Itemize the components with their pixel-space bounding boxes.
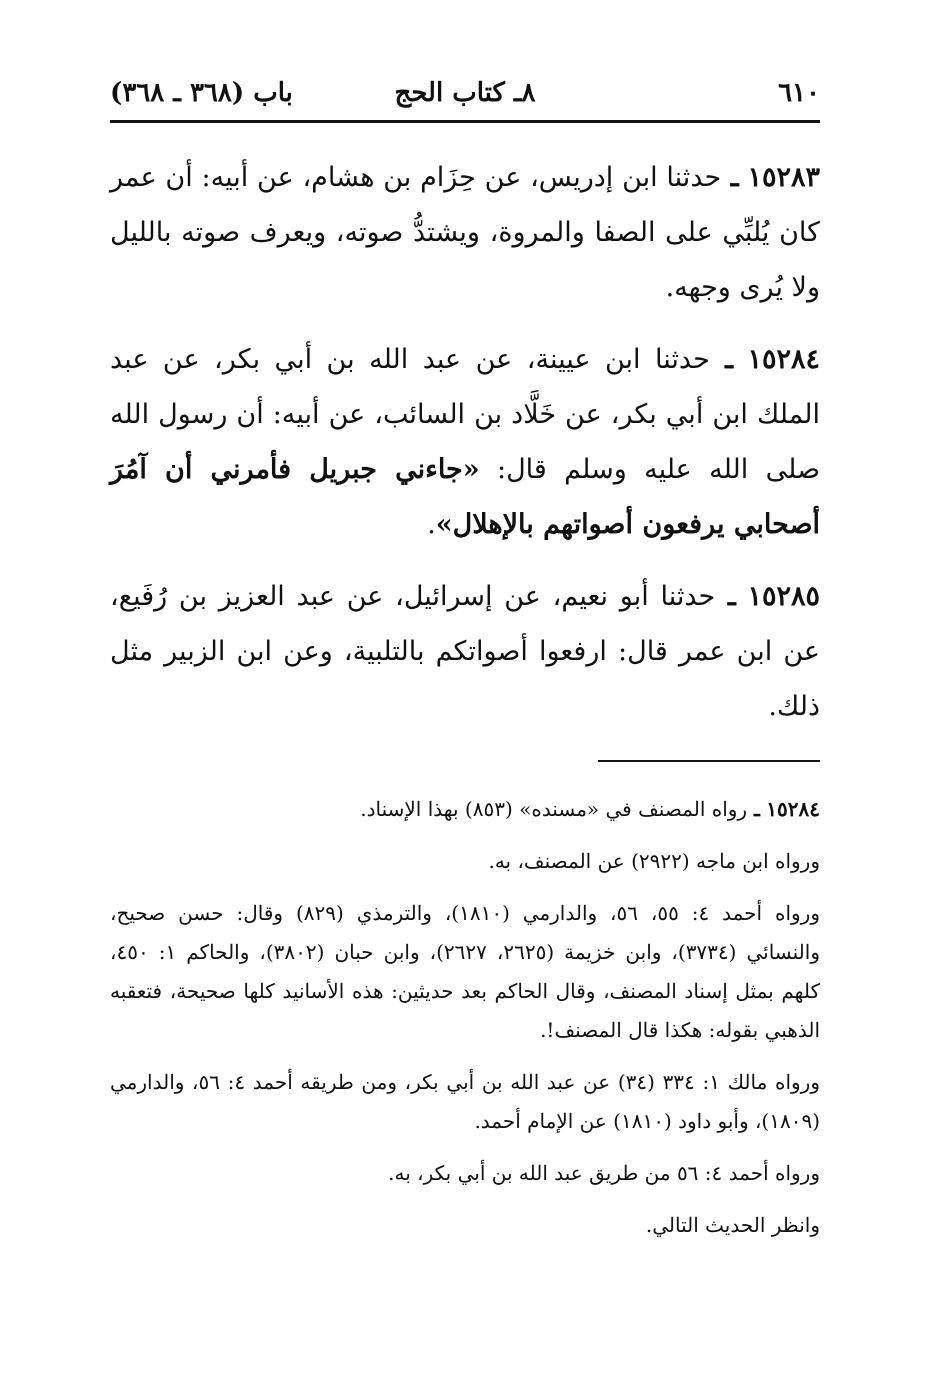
hadith-text-end: .: [427, 509, 436, 540]
footnote: ورواه مالك ١: ٣٣٤ (٣٤) عن عبد الله بن أبي بكر، ومن طريقه أحمد ٤: ٥٦، والدارمي (١٨٠٩)، وأبو داود (١٨١٠) عن الإمام أحمد.: [110, 1070, 820, 1133]
hadith-15283: [110, 150, 820, 315]
header-rule: [110, 120, 820, 123]
hadith-number: ١٥٢٨٤: [747, 344, 821, 375]
footnote-number: ١٥٢٨٤: [766, 797, 820, 821]
page-header: [110, 72, 820, 116]
hadith-text: حدثنا ابن عيينة، عن عبد الله بن أبي بكر، عن عبد الملك ابن أبي بكر، عن خَلَّاد بن السائب، عن أبيه: أن رسول الله صلى الله عليه وسلم قال:: [110, 344, 820, 485]
footnote-dash: ـ: [747, 797, 760, 821]
hadith-text: حدثنا أبو نعيم، عن إسرائيل، عن عبد العزيز بن رُفَيع، عن ابن عمر قال: ارفعوا أصواتكم بالتلبية، وعن ابن الزبير مثل ذلك.: [110, 581, 820, 722]
hadith-number: ١٥٢٨٥: [747, 581, 820, 612]
footnote: وانظر الحديث التالي.: [645, 1213, 820, 1237]
footnote: ورواه أحمد ٤: ٥٦ من طريق عبد الله بن أبي بكر، به.: [388, 1161, 820, 1185]
hadith-15284: [110, 332, 820, 552]
hadith-dash: ـ: [709, 344, 734, 375]
footnote-rule: [598, 760, 820, 762]
footnote: ورواه ابن ماجه (٢٩٢٢) عن المصنف، به.: [488, 849, 820, 873]
footnote: [110, 790, 820, 829]
hadith-text: حدثنا ابن إدريس، عن حِزَام بن هشام، عن أبيه: أن عمر كان يُلبِّي على الصفا والمروة، ويشتدُّ صوته، ويعرف صوته بالليل ولا يُرى وجهه.: [110, 162, 820, 303]
hadith-15285: [110, 569, 820, 734]
hadith-number: ١٥٢٨٣: [747, 162, 820, 193]
footnote: ورواه أحمد ٤: ٥٥، ٥٦، والدارمي (١٨١٠)، والترمذي (٨٢٩) وقال: حسن صحيح، والنسائي (٣٧٣٤)، وابن خزيمة (٢٦٢٥، ٢٦٢٧)، وابن حبان (٣٨٠٢)، والحاكم ١: ٤٥٠، كلهم بمثل إسناد المصنف، وقال الحاكم بعد حديثين: هذه الأسانيد كلها صحيحة، فتعقبه الذهبي بقوله: هكذا قال المصنف!.: [110, 901, 820, 1042]
book-title: ٨ـ كتاب الحج: [394, 78, 536, 108]
hadith-dash: ـ: [715, 581, 736, 612]
chapter-reference: باب (٣٦٨ ـ ٣٦٨): [110, 78, 293, 108]
hadith-quote: «جاءني جبريل فأمرني أن آمُرَ أصحابي يرفعون أصواتهم بالإهلال»: [110, 454, 820, 540]
main-text: [110, 150, 820, 751]
hadith-dash: ـ: [721, 162, 739, 193]
footnote-text: رواه المصنف في «مسنده» (٨٥٣) بهذا الإسناد.: [360, 797, 748, 821]
page-number: ٦١٠: [778, 78, 820, 108]
footnotes: [110, 790, 820, 1258]
